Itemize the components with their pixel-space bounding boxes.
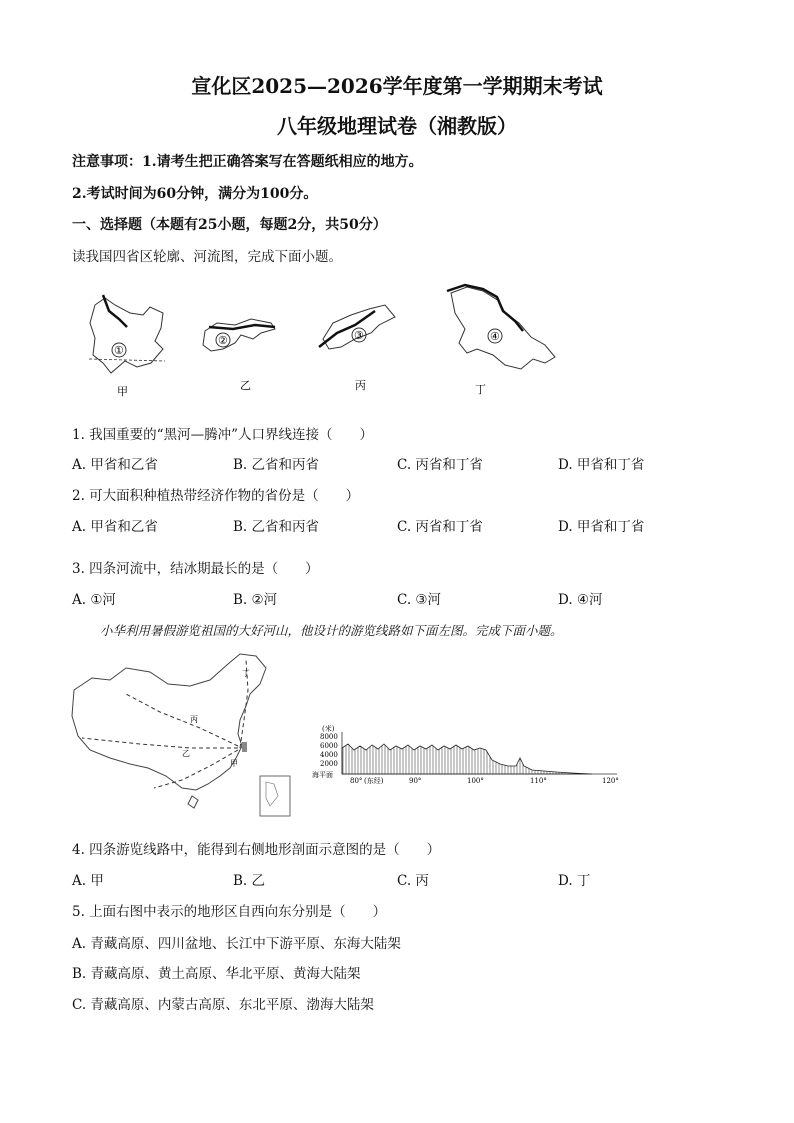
profile-ytick-2000: 2000: [320, 760, 338, 768]
province-num-4: ④: [490, 330, 500, 343]
q4-option-a[interactable]: A. 甲: [72, 873, 104, 889]
exam-title: 宣化区2025—2026学年度第一学期期末考试: [191, 74, 603, 98]
profile-ytick-8000: 8000: [320, 733, 338, 741]
south-sea-inset: [260, 776, 290, 816]
question-3-stem: 3. 四条河流中，结冰期最长的是（ ）: [72, 561, 319, 577]
route-label-ding: 丁: [242, 669, 250, 678]
q3-option-a[interactable]: A. ①河: [72, 592, 116, 608]
q1-option-a[interactable]: A. 甲省和乙省: [72, 457, 158, 473]
province-num-1: ①: [114, 344, 124, 357]
q2-option-d[interactable]: D. 甲省和丁省: [558, 519, 645, 535]
profile-ytick-6000: 6000: [320, 742, 338, 750]
q5-option-c[interactable]: C. 青藏高原、内蒙古高原、东北平原、渤海大陆架: [72, 997, 374, 1013]
q5-option-b[interactable]: B. 青藏高原、黄土高原、华北平原、黄海大陆架: [72, 966, 361, 982]
q1-option-d[interactable]: D. 甲省和丁省: [558, 457, 645, 473]
profile-xtick-100: 100°: [467, 777, 484, 784]
route-yi: [82, 738, 238, 748]
province-jia-outline: [89, 295, 165, 398]
section-heading: 一、选择题（本题有25小题，每题2分，共50分）: [72, 217, 387, 233]
question-4-stem: 4. 四条游览线路中，能得到右侧地形剖面示意图的是（ ）: [72, 842, 441, 858]
profile-terrain: [342, 744, 592, 774]
profile-xtick-120: 120°: [602, 777, 619, 784]
terrain-profile-chart: [312, 722, 624, 784]
province-yi-outline: [203, 319, 275, 392]
province-num-3: ③: [354, 329, 364, 342]
exam-subtitle: 八年级地理试卷（湘教版）: [277, 114, 517, 138]
q3-option-c[interactable]: C. ③河: [397, 592, 442, 608]
profile-xtick-110: 110°: [530, 777, 547, 784]
q2-option-c[interactable]: C. 丙省和丁省: [397, 519, 483, 535]
q4-option-d[interactable]: D. 丁: [558, 873, 591, 889]
route-label-yi: 乙: [182, 749, 190, 758]
province-outline-figure: [75, 283, 635, 403]
q5-option-a[interactable]: A. 青藏高原、四川盆地、长江中下游平原、东海大陆架: [72, 936, 401, 952]
question-2-stem: 2. 可大面积种植热带经济作物的省份是（ ）: [72, 488, 360, 504]
notice-line-2: 2.考试时间为60分钟，满分为100分。: [72, 186, 318, 202]
province-ding-outline: [447, 285, 555, 396]
q4-option-c[interactable]: C. 丙: [397, 873, 429, 889]
section-intro-2: 小华利用暑假游览祖国的大好河山，他设计的游览线路如下面左图。完成下面小题。: [100, 623, 563, 638]
question-1-stem: 1. 我国重要的“黑河—腾冲”人口界线连接（ ）: [72, 427, 373, 443]
q2-option-a[interactable]: A. 甲省和乙省: [72, 519, 158, 535]
q4-option-b[interactable]: B. 乙: [233, 873, 266, 889]
profile-sea-level: 海平面: [312, 771, 333, 779]
province-label-ding: 丁: [475, 383, 486, 396]
province-label-bing: 丙: [355, 379, 366, 392]
route-label-jia: 甲: [230, 759, 238, 768]
profile-xtick-90: 90°: [409, 777, 422, 784]
profile-xtick-unit: (东经): [364, 777, 384, 784]
q1-option-b[interactable]: B. 乙省和丙省: [233, 457, 320, 473]
q3-option-b[interactable]: B. ②河: [233, 592, 278, 608]
profile-ytick-4000: 4000: [320, 751, 338, 759]
profile-unit: (米): [322, 725, 335, 733]
question-5-stem: 5. 上面右图中表示的地形区自西向东分别是（ ）: [72, 904, 387, 920]
route-bing: [126, 694, 238, 746]
q3-option-d[interactable]: D. ④河: [558, 592, 603, 608]
notice-line-1: 注意事项：1.请考生把正确答案写在答题纸相应的地方。: [72, 154, 423, 170]
province-bing-outline: [319, 305, 395, 392]
profile-xtick-80: 80°: [350, 777, 363, 784]
route-jia: [154, 750, 238, 788]
china-route-map: [70, 650, 300, 822]
route-label-bing: 丙: [190, 715, 198, 724]
section-intro: 读我国四省区轮廓、河流图，完成下面小题。: [72, 249, 342, 265]
q2-option-b[interactable]: B. 乙省和丙省: [233, 519, 320, 535]
province-num-2: ②: [218, 334, 228, 347]
q1-option-c[interactable]: C. 丙省和丁省: [397, 457, 483, 473]
province-label-yi: 乙: [240, 379, 251, 392]
province-label-jia: 甲: [117, 385, 128, 398]
